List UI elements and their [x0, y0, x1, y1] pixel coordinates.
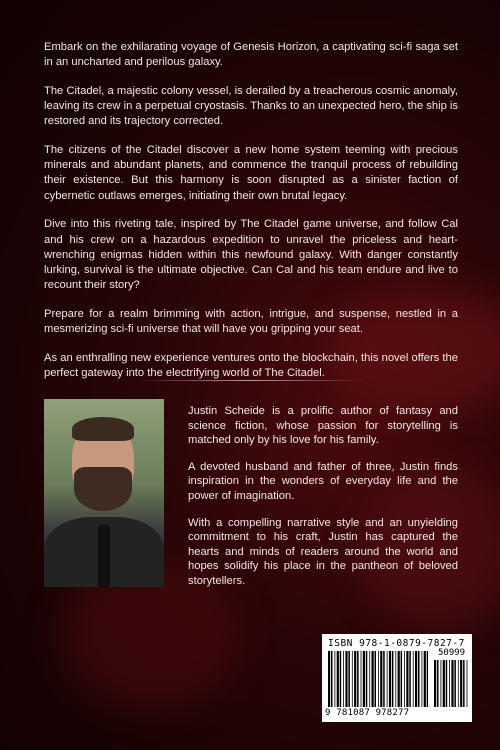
barcode-stripe: [413, 651, 414, 707]
barcode-stripe: [463, 660, 465, 707]
bio-paragraph: With a compelling narrative style and an unyielding commitment to his craft, Justin has captured the hearts and minds of readers around the world and hopes solidify his place in the pantheon of beloved storytellers.: [188, 516, 458, 587]
barcode-stripe: [427, 651, 428, 707]
barcode-stripe: [387, 651, 388, 707]
isbn-label: ISBN 978-1-0879-7827-7: [328, 638, 465, 649]
barcode-stripe: [331, 651, 333, 707]
author-photo-tie: [98, 525, 110, 587]
addon-barcode-bars: [434, 660, 468, 707]
author-photo: [44, 399, 164, 587]
barcode-stripe: [352, 651, 353, 707]
barcode-stripe: [409, 651, 411, 707]
barcode-stripe: [395, 651, 396, 707]
author-photo-beard: [74, 467, 132, 511]
isbn-barcode: [322, 634, 472, 722]
barcode-stripe: [337, 651, 339, 707]
barcode-stripe: [340, 651, 342, 707]
barcode-stripe: [404, 651, 405, 707]
barcode-stripe: [335, 651, 336, 707]
blurb-paragraph: Embark on the exhilarating voyage of Genesis Horizon, a captivating sci-fi saga set in an uncharted and perilous galaxy.: [44, 41, 458, 69]
bio-paragraph: Justin Scheide is a prolific author of fantasy and science fiction, whose passion for storytelling is matched only by his love for his family.: [188, 405, 458, 447]
barcode-stripe: [392, 651, 394, 707]
barcode-stripe: [424, 651, 426, 707]
barcode-stripe: [354, 651, 356, 707]
barcode-stripe: [406, 651, 408, 707]
barcode-stripe: [361, 651, 362, 707]
barcode-stripe: [449, 660, 450, 707]
barcode-stripe: [451, 660, 453, 707]
blurb-paragraph: Dive into this riveting tale, inspired by The Citadel game universe, and follow Cal and his crew on a hazardous expedition to unravel the priceless and heart-wrenching enigmas hidden within this newfound galaxy. With danger constantly lurking, survival is the ultimate objective. Can Cal and his team endure and live to recount their story?: [44, 218, 458, 292]
barcode-stripe: [454, 660, 456, 707]
barcode-stripe: [328, 651, 330, 707]
barcode-stripe: [375, 651, 377, 707]
barcode-stripe: [443, 660, 445, 707]
barcode-digits: 9 781087 978277: [325, 708, 410, 718]
blurb-paragraph: The Citadel, a majestic colony vessel, is derailed by a treacherous cosmic anomaly, leaving its crew in a perpetual cryostasis. Thanks to an unexpected hero, the ship is restored and its trajectory corrected.: [44, 84, 458, 128]
barcode-stripe: [345, 651, 347, 707]
barcode-stripe: [366, 651, 368, 707]
barcode-stripe: [389, 651, 391, 707]
section-divider: [135, 380, 365, 381]
blurb-paragraph: As an enthralling new experience ventures onto the blockchain, this novel offers the perfect gateway into the electrifying world of The Citadel.: [44, 351, 458, 379]
back-cover-blurb: [44, 40, 458, 395]
barcode-stripe: [378, 651, 379, 707]
blurb-paragraph: The citizens of the Citadel discover a new home system teeming with precious minerals and abundant planets, and commence the tranquil process of rebuilding their existence. But this harmony is soon disrupted as a sinister faction of cybernetic outlaws emerges, initiating their own brutal legacy.: [44, 144, 458, 202]
barcode-stripe: [357, 651, 359, 707]
barcode-stripe: [380, 651, 382, 707]
barcode-stripe: [343, 651, 344, 707]
price-code: 50999: [438, 648, 466, 658]
barcode-stripe: [418, 651, 420, 707]
barcode-stripe: [458, 660, 459, 707]
barcode-stripe: [383, 651, 385, 707]
author-photo-hair: [72, 417, 134, 441]
barcode-stripe: [437, 660, 439, 707]
barcode-stripe: [372, 651, 374, 707]
barcode-stripe: [446, 660, 448, 707]
blurb-paragraph: Prepare for a realm brimming with action, intrigue, and suspense, nestled in a mesmerizing sci-fi universe that will have you gripping your seat.: [44, 307, 458, 336]
author-bio: [188, 404, 458, 601]
barcode-stripe: [441, 660, 442, 707]
barcode-stripe: [348, 651, 350, 707]
barcode-stripe: [434, 660, 436, 707]
barcode-stripe: [401, 651, 403, 707]
barcode-stripe: [369, 651, 370, 707]
barcode-stripe: [467, 660, 468, 707]
barcode-stripe: [460, 660, 462, 707]
barcode-stripe: [398, 651, 400, 707]
bio-paragraph: A devoted husband and father of three, Justin finds inspiration in the wonders of everyday life and the power of imagination.: [188, 460, 458, 502]
ean-barcode-bars: [328, 651, 428, 707]
barcode-stripe: [363, 651, 365, 707]
barcode-stripe: [415, 651, 417, 707]
barcode-stripe: [422, 651, 423, 707]
